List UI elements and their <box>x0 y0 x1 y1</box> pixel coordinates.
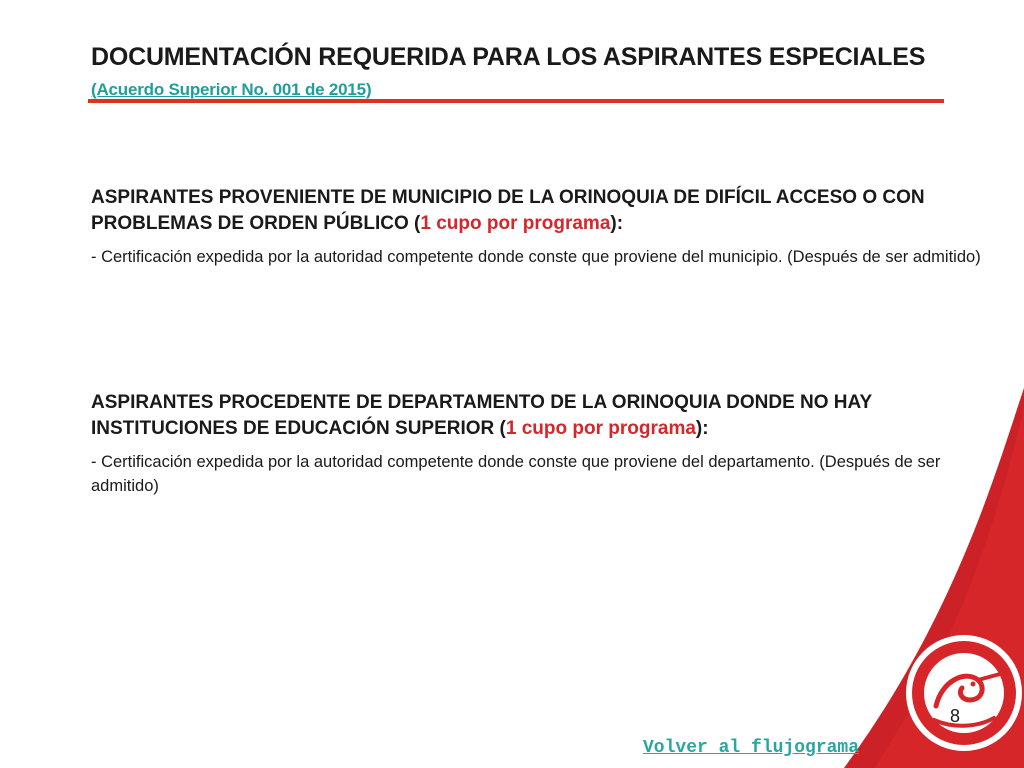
back-to-flowchart-link[interactable]: Volver al flujograma <box>643 738 860 758</box>
section-heading: ASPIRANTES PROCEDENTE DE DEPARTAMENTO DE LA ORINOQUIA DONDE NO HAY INSTITUCIONES DE EDUCACIÓN SUPERIOR (1 cupo por programa): <box>91 392 872 439</box>
slide-number: 8 <box>950 706 961 726</box>
title-subtitle: (Acuerdo Superior No. 001 de 2015) <box>91 80 372 99</box>
title-text: DOCUMENTACIÓN REQUERIDA PARA LOS ASPIRANTES ESPECIALES <box>91 43 926 71</box>
page-title <box>91 42 951 105</box>
quota-highlight: 1 cupo por programa <box>420 213 611 234</box>
section-heading: ASPIRANTES PROVENIENTE DE MUNICIPIO DE LA ORINOQUIA DE DIFÍCIL ACCESO O CON PROBLEMAS DE ORDEN PÚBLICO (1 cupo por programa): <box>91 187 925 234</box>
section-body: - Certificación expedida por la autoridad competente donde conste que proviene del departamento. (Después de ser admitido) <box>91 453 941 495</box>
corner-decoration <box>844 388 1024 768</box>
quota-highlight: 1 cupo por programa <box>505 418 696 439</box>
unillanos-logo <box>906 635 1022 751</box>
section-body: - Certificación expedida por la autoridad competente donde conste que proviene del municipio. (Después de ser admitido) <box>91 248 981 266</box>
section-municipio <box>91 185 991 269</box>
title-underline <box>88 99 944 103</box>
